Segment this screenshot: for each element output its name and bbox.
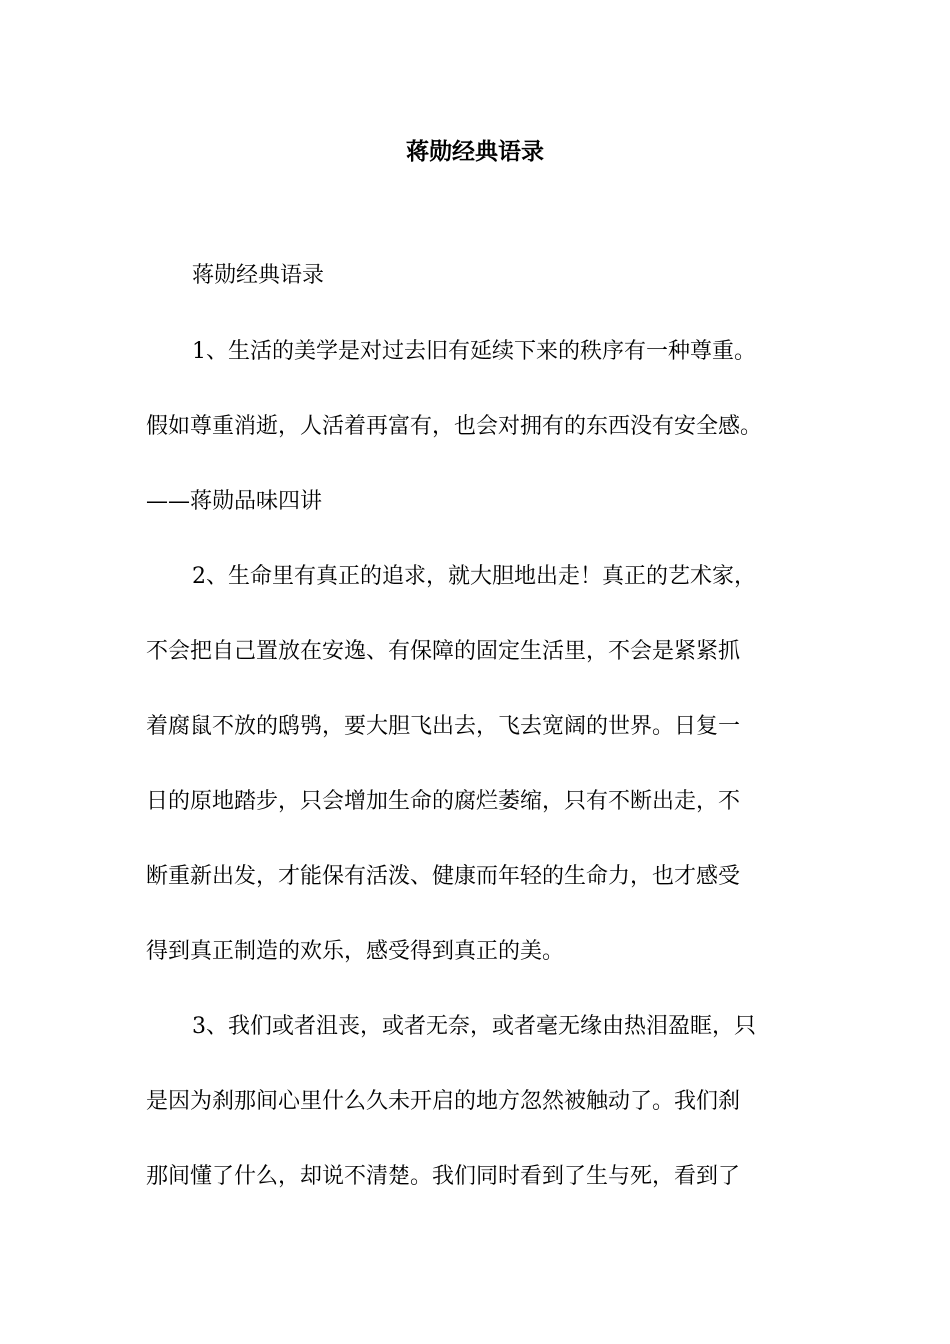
text-line: 是因为刹那间心里什么久未开启的地方忽然被触动了。我们刹 [146,1089,741,1114]
text-line: 那间懂了什么，却说不清楚。我们同时看到了生与死，看到了 [146,1164,741,1189]
text-line: 日的原地踏步，只会增加生命的腐烂萎缩，只有不断出走，不 [146,789,741,814]
text-line: ——蒋勋品味四讲 [146,489,323,514]
text-line: 2、生命里有真正的追求，就大胆地出走！真正的艺术家， [192,564,756,589]
text-line: 1、生活的美学是对过去旧有延续下来的秩序有一种尊重。 [192,339,756,364]
text-line: 着腐鼠不放的鸱鸮，要大胆飞出去，飞去宽阔的世界。日复一 [146,714,741,739]
text-line: 假如尊重消逝，人活着再富有，也会对拥有的东西没有安全感。 [146,414,763,439]
document-title: 蒋勋经典语录 [406,138,544,165]
subtitle-line: 蒋勋经典语录 [192,263,325,288]
text-line: 得到真正制造的欢乐，感受得到真正的美。 [146,939,565,964]
text-line: 断重新出发，才能保有活泼、健康而年轻的生命力，也才感受 [146,864,741,889]
text-line: 不会把自己置放在安逸、有保障的固定生活里，不会是紧紧抓 [146,639,741,664]
text-line: 3、我们或者沮丧，或者无奈，或者毫无缘由热泪盈眶，只 [192,1014,756,1039]
